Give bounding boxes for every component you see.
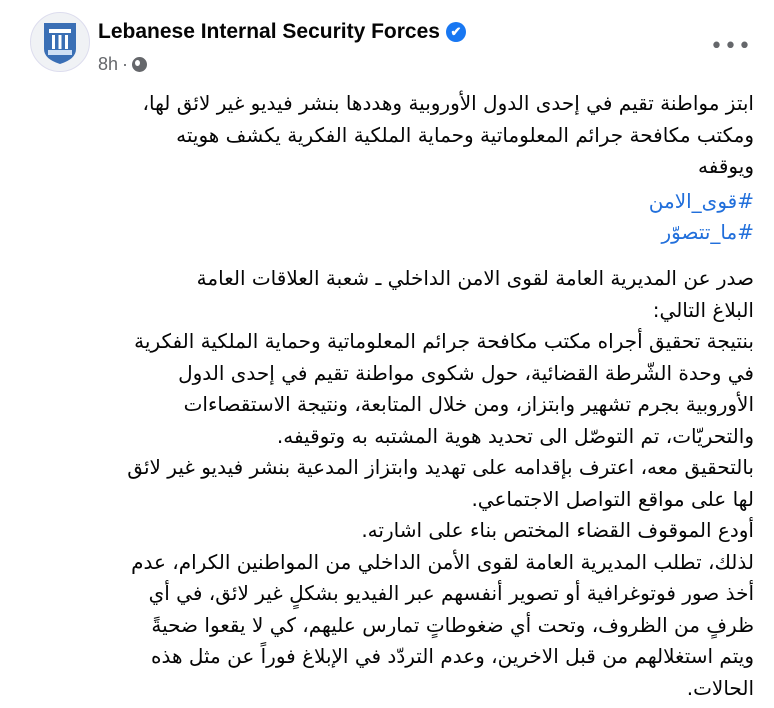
- headline-line: ابتز مواطنة تقيم في إحدى الدول الأوروبية وهددها بنشر فيديو غير لائق لها،: [142, 91, 754, 115]
- body-line: أودع الموقوف القضاء المختص بناء على اشارته.: [361, 518, 754, 542]
- headline-line: ومكتب مكافحة جرائم المعلوماتية وحماية الملكية الفكرية يكشف هويته: [176, 122, 754, 147]
- hashtag-link[interactable]: #ما_تتصوّر: [661, 220, 754, 244]
- body-line: صدر عن المديرية العامة لقوى الامن الداخلي ـ شعبة العلاقات العامة: [196, 266, 754, 290]
- author-name[interactable]: Lebanese Internal Security Forces: [98, 20, 440, 43]
- body-line: لها على مواقع التواصل الاجتماعي.: [471, 486, 754, 511]
- isf-logo-icon: [40, 19, 80, 65]
- post-meta: [98, 54, 147, 75]
- post-headline: [143, 88, 754, 249]
- body-line: ويتم استغلالهم من قبل الاخرين، وعدم التردّد في الإبلاغ فوراً عن مثل هذه: [150, 644, 754, 668]
- body-line: الحالات.: [686, 675, 754, 700]
- body-line: لذلك، تطلب المديرية العامة لقوى الأمن الداخلي من المواطنين الكرام، عدم: [131, 549, 754, 574]
- body-line: ظرفٍ من الظروف، وتحت أي ضغوطاتٍ تمارس عليهم، كي لا يقعوا ضحيةً: [151, 612, 754, 637]
- globe-icon: [132, 57, 147, 72]
- body-line: بنتيجة تحقيق أجراه مكتب مكافحة جرائم المعلوماتية وحماية الملكية الفكرية: [134, 329, 754, 353]
- verified-badge-icon: ✔: [446, 22, 466, 42]
- post-time[interactable]: 8h: [98, 54, 119, 74]
- body-line: البلاغ التالي:: [652, 297, 754, 322]
- body-line: والتحريّات، تم التوصّل الى تحديد هوية المشتبه به وتوقيفه.: [276, 423, 754, 448]
- body-line: الأوروبية بجرم تشهير وابتزاز، ومن خلال المتابعة، ونتيجة الاستقصاءات: [183, 392, 754, 416]
- body-line: أخذ صور فوتوغرافية أو تصوير أنفسهم عبر الفيديو بشكلٍ غير لائق، في أي: [148, 581, 754, 605]
- meta-separator: ·: [122, 54, 129, 74]
- headline-line: ويوقفه: [698, 154, 754, 178]
- hashtag-link[interactable]: #قوى_الامن: [648, 188, 754, 213]
- more-options-button[interactable]: •••: [710, 34, 752, 59]
- body-line: بالتحقيق معه، اعترف بإقدامه على تهديد وابتزاز المدعية بنشر فيديو غير لائق: [127, 455, 754, 479]
- page-name-link[interactable]: [98, 20, 466, 44]
- body-line: في وحدة الشّرطة القضائية، حول شكوى مواطنة تقيم في إحدى الدول: [178, 360, 754, 385]
- post-body: [127, 263, 754, 704]
- page-avatar[interactable]: [30, 12, 90, 72]
